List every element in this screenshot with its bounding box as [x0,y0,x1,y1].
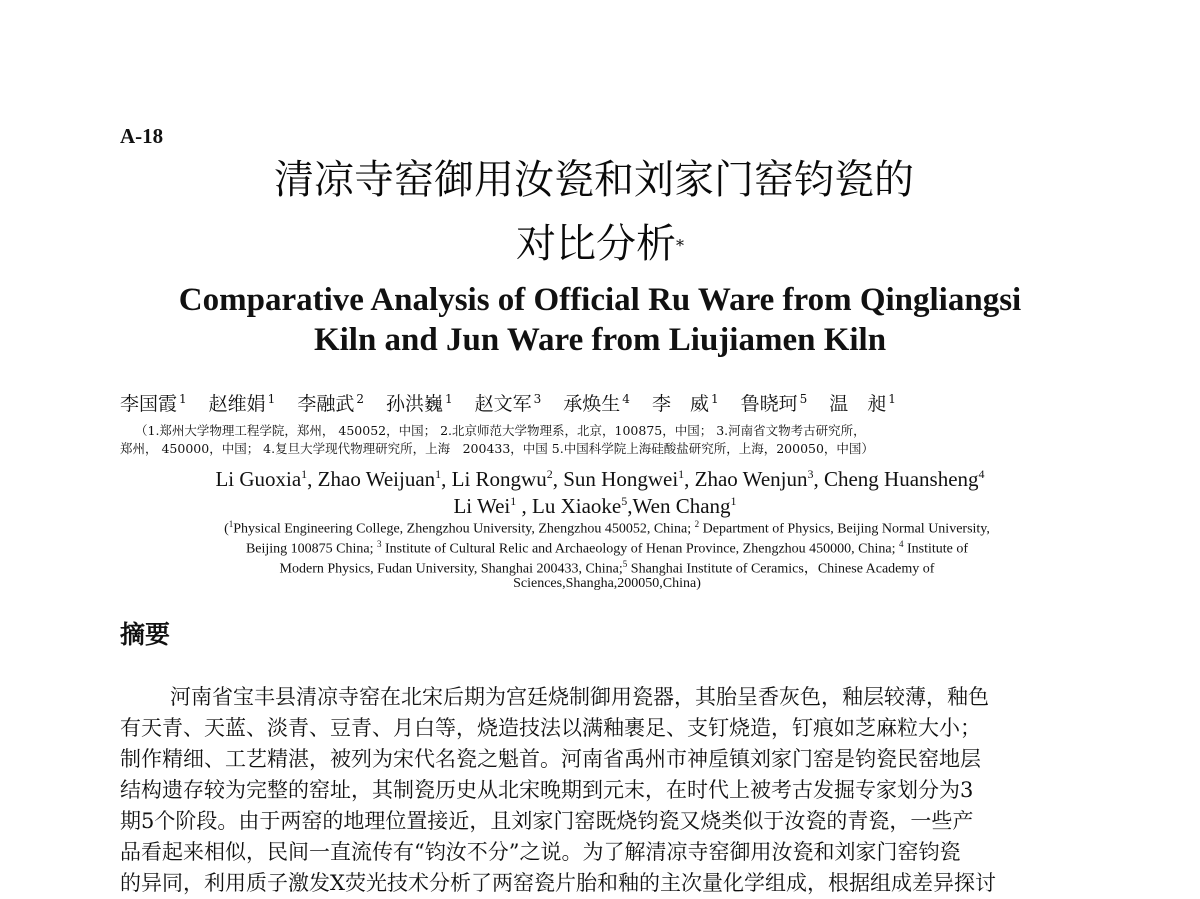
affiliation-text: Department of Physics, Beijing Normal University, [699,521,990,537]
author-cn-affil-number: 5 [799,392,808,406]
affiliation-text: Institute of [903,541,969,557]
affiliation-number: 2 [694,519,700,529]
author-cn [829,386,896,417]
affiliations-en-line4 [112,574,1102,594]
author-cn-affil-number: 1 [710,392,719,406]
abstract-line: 河南省宝丰县清凉寺窑在北宋后期为宫廷烧制御用瓷器，其胎呈香灰色，釉层较薄，釉色 [170,685,989,709]
affiliations-cn-line1: （1.郑州大学物理工程学院，郑州， 450052，中国； 2.北京师范大学物理系，北京，100875，中国； 3.河南省文物考古研究所， [135,423,866,438]
abstract-line: 制作精细、工艺精湛，被列为宋代名瓷之魁首。河南省禹州市神垕镇刘家门窑是钧瓷民窑地层 [120,747,981,771]
author-en-name: Li Guoxia [215,467,302,491]
author-en-separator: , [307,467,318,491]
author-en-name: Li Wei [453,494,511,518]
abstract-line: 品看起来相似，民间一直流传有“钧汝不分”之说。为了解清凉寺窑御用汝瓷和刘家门窑钧瓷 [120,840,961,864]
author-cn [386,386,453,417]
affiliation-text: ( [224,521,229,537]
author-en-name: Li Rongwu [451,467,547,491]
author-cn-name: 李 威 [651,393,709,416]
author-en-affil-number: 4 [978,467,985,481]
author-en-affil-number: 1 [678,467,685,481]
author-cn [475,386,542,417]
author-cn [297,386,364,417]
author-cn-affil-number: 1 [888,392,896,406]
author-en-separator: , [813,467,824,491]
author-en-separator: , [684,467,695,491]
author-cn-affil-number: 2 [356,392,364,406]
title-cn-line2-text: 对比分析 [516,221,676,267]
affiliation-number: 5 [622,559,628,569]
author-cn-name: 李国霞 [120,393,178,416]
author-en-name: Lu Xiaoke [532,494,622,518]
author-en-name: Wen Chang [632,494,731,518]
abstract-line: 有天青、天蓝、淡青、豆青、月白等，烧造技法以满釉裹足、支钉烧造，钉痕如芝麻粒大小； [120,716,981,740]
abstract-line: 结构遗存较为完整的窑址，其制瓷历史从北宋晚期到元末，在时代上被考古发掘专家划分为3 [120,778,974,802]
author-en-name: Zhao Wenjun [694,467,808,491]
author-cn [209,386,276,417]
abstract-heading: 摘要 [120,620,171,649]
author-en-affil-number: 3 [807,467,814,481]
author-cn [120,386,187,417]
affiliations-cn-line2: 郑州， 450000，中国； 4.复旦大学现代物理研究所，上海 200433，中国 5.中国科学院上海硅酸盐研究所，上海，200050，中国） [120,441,874,456]
author-en-affil-number: 1 [301,467,308,481]
author-en-separator: , [627,494,633,518]
author-cn-affil-number: 1 [179,392,187,406]
author-en-name: Zhao Weijuan [317,467,436,491]
author-cn-name: 赵文军 [474,393,532,416]
affiliation-number: 1 [228,519,234,529]
author-en-separator: , [552,467,564,491]
author-en-name: Sun Hongwei [563,467,679,491]
author-cn [652,386,719,417]
author-cn-affil-number: 3 [533,392,542,406]
author-cn-name: 鲁晓珂 [740,393,798,416]
affiliation-text: Institute of Cultural Relic and Archaeology of Henan Province, Zhengzhou 450000, China; [381,541,899,557]
title-cn-line2 [0,216,1200,272]
affiliation-text: Shanghai Institute of Ceramics，Chinese Academy of [627,561,935,577]
title-en-line2: Kiln and Jun Ware from Liujiamen Kiln [313,322,887,358]
abstract-line: 的异同，利用质子激发X荧光技术分析了两窑瓷片胎和釉的主次量化学组成，根据组成差异探讨 [120,871,996,895]
author-en-separator: , [441,467,452,491]
paper-id: A-18 [120,124,164,148]
author-cn [563,386,630,417]
affiliation-text: Modern Physics, Fudan University, Shanghai 200433, China; [279,561,623,577]
author-cn-affil-number: 1 [267,392,276,406]
author-en-affil-number: 5 [621,494,628,508]
author-en-separator: , [516,494,533,518]
author-cn-name: 孙洪巍 [385,393,443,416]
author-cn-name: 温 昶 [829,393,887,416]
author-cn-name: 承焕生 [563,393,621,416]
author-cn-affil-number: 1 [444,392,453,406]
affiliation-text: Sciences,Shangha,200050,China) [513,576,701,591]
title-footnote-mark: * [676,236,684,255]
author-cn-name: 赵维娟 [208,393,266,416]
author-en-affil-number: 1 [510,494,517,508]
affiliation-number: 3 [377,539,382,549]
affiliation-text: Beijing 100875 China; [245,541,377,557]
abstract-line: 期5个阶段。由于两窑的地理位置接近，且刘家门窑既烧钧瓷又烧类似于汝瓷的青瓷，一些产 [120,809,974,833]
author-cn-affil-number: 4 [622,392,630,406]
affiliation-text: Physical Engineering College, Zhengzhou University, Zhengzhou 450052, China; [233,521,695,537]
author-en-name: Cheng Huansheng [823,467,979,491]
title-en-line1: Comparative Analysis of Official Ru Ware from Qingliangsi [178,282,1022,318]
authors-cn [120,386,1090,417]
author-cn-name: 李融武 [297,393,355,416]
author-cn [741,386,808,417]
title-cn-line1: 清凉寺窑御用汝瓷和刘家门窑钧瓷的 [274,157,914,203]
author-en-affil-number: 2 [546,467,553,481]
author-en-affil-number: 1 [730,494,737,508]
affiliation-number: 4 [899,539,904,549]
author-en-affil-number: 1 [435,467,442,481]
